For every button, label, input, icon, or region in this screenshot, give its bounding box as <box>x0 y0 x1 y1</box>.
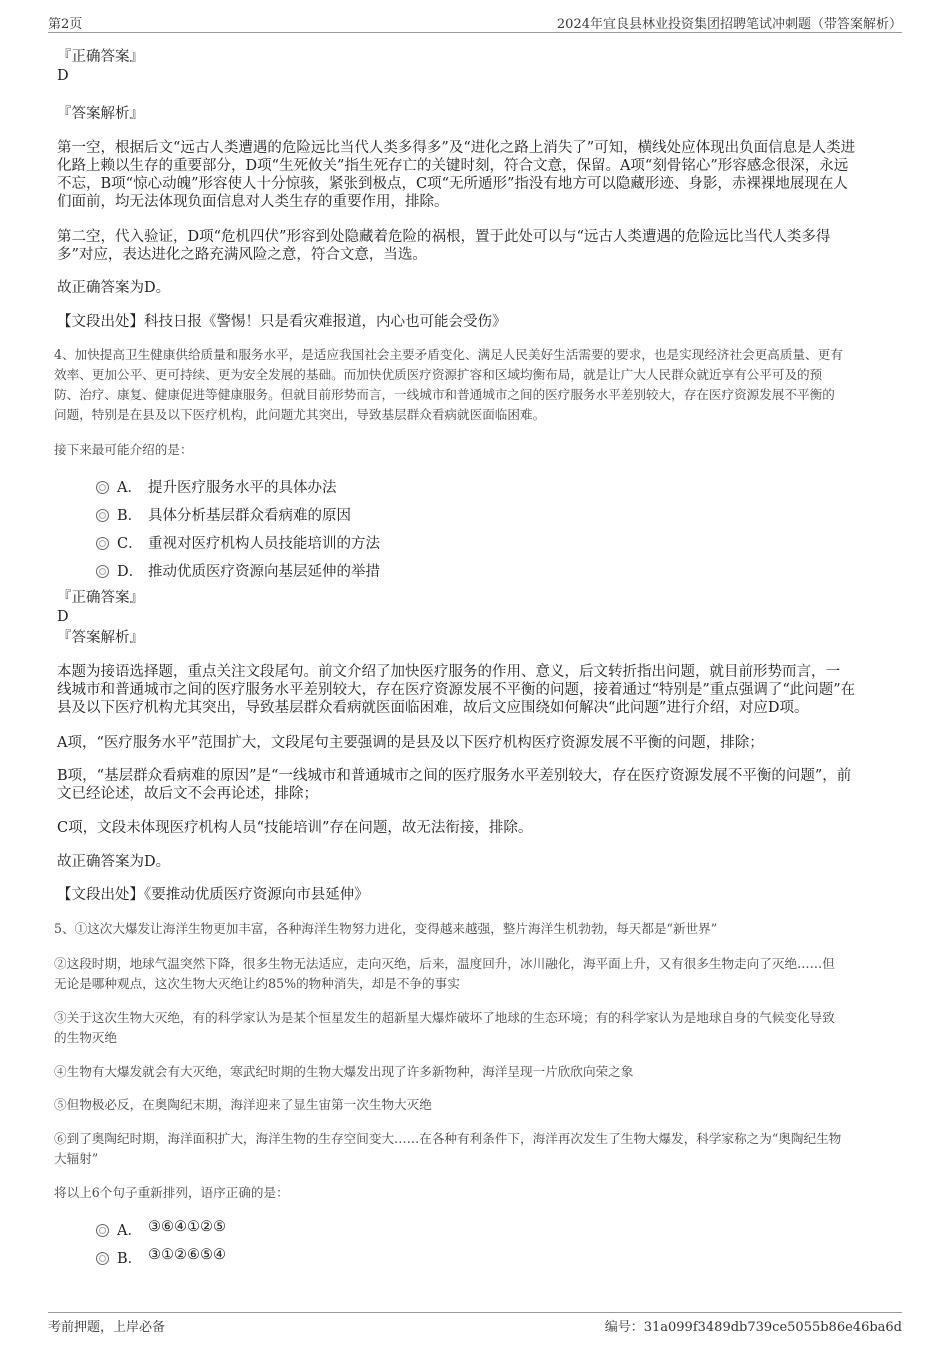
document-title: 2024年宜良县林业投资集团招聘笔试冲刺题（带答案解析） <box>556 17 902 32</box>
source-citation: 【文段出处】科技日报《警惕！只是看灾难报道，内心也可能会受伤》 <box>57 314 507 330</box>
sentence-3: ③关于这次生物大灭绝，有的科学家认为是某个恒星发生的超新星大爆炸破坏了地球的生态环境；有的科学家认为是地球自身的气候变化导致 <box>54 1010 835 1025</box>
sentence-2: 无论是哪种观点，这次生物大灭绝让约85%的物种消失，却是不争的事实 <box>54 976 460 991</box>
option-letter: A． <box>117 1223 142 1239</box>
answer-value: D <box>57 68 69 84</box>
option-text: 提升医疗服务水平的具体办法 <box>148 480 337 496</box>
option-text: 重视对医疗机构人员技能培训的方法 <box>148 536 380 552</box>
radio-icon[interactable] <box>96 509 109 522</box>
analysis-line: 文已经论述，故后文不会再论述，排除； <box>57 786 318 802</box>
sentence-1: 5、①这次大爆发让海洋生物更加丰富，各种海洋生物努力进化，变得越来越强，整片海洋生机勃勃，每天都是“新世界” <box>54 921 718 936</box>
page-number: 第2页 <box>48 17 83 32</box>
analysis-line: 第二空，代入验证，D项“危机四伏”形容到处隐藏着危险的祸根，置于此处可以与“远古人类遭遇的危险远比当代人类多得 <box>57 229 831 245</box>
question-stem-line: 防、治疗、康复、健康促进等健康服务。但就目前形势而言，一线城市和普通城市之间的医疗服务水平差别较大，存在医疗资源发展不平衡的 <box>54 387 835 402</box>
option-letter: D． <box>117 564 144 580</box>
analysis-line: 不忘，B项“惊心动魄”形容使人十分惊骇，紧张到极点，C项“无所遁形”指没有地方可以隐藏形迹、身影，赤裸裸地展现在人 <box>57 176 848 192</box>
question-prompt: 将以上6个句子重新排列，语序正确的是： <box>54 1185 289 1200</box>
sentence-2: ②这段时期，地球气温突然下降，很多生物无法适应，走向灭绝，后来，温度回升，冰川融化，海平面上升，又有很多生物走向了灭绝……但 <box>54 956 835 971</box>
option-text: 推动优质医疗资源向基层延伸的举措 <box>148 564 380 580</box>
answer-value: D <box>57 609 69 625</box>
sentence-3: 的生物灭绝 <box>54 1030 117 1045</box>
answer-label: 『正确答案』 <box>57 49 144 65</box>
analysis-line: A项，“医疗服务水平”范围扩大，文段尾句主要强调的是县及以下医疗机构医疗资源发展不平衡的问题，排除； <box>57 735 764 751</box>
analysis-line: C项，文段未体现医疗机构人员“技能培训”存在问题，故无法衔接，排除。 <box>57 820 533 836</box>
conclusion: 故正确答案为D。 <box>57 854 171 870</box>
radio-icon[interactable] <box>96 1252 109 1265</box>
source-citation: 【文段出处】《要推动优质医疗资源向市县延伸》 <box>57 887 369 903</box>
radio-icon[interactable] <box>96 537 109 550</box>
option-letter: C． <box>117 536 143 552</box>
radio-icon[interactable] <box>96 565 109 578</box>
analysis-line: 化路上赖以生存的重要部分，D项“生死攸关”指生死存亡的关键时刻，符合文意，保留。A项“刻骨铭心”形容感念很深，永远 <box>57 158 849 174</box>
analysis-label: 『答案解析』 <box>57 106 144 122</box>
page-header <box>48 12 902 33</box>
analysis-line: 们面前，均无法体现负面信息对人类生存的重要作用，排除。 <box>57 194 449 210</box>
analysis-line: 本题为接语选择题，重点关注文段尾句。前文介绍了加快医疗服务的作用、意义，后文转折指出问题，就目前形势而言，一 <box>57 664 840 680</box>
radio-icon[interactable] <box>96 1224 109 1237</box>
sentence-6: ⑥到了奥陶纪时期，海洋面积扩大，海洋生物的生存空间变大……在各种有利条件下，海洋再次发生了生物大爆发，科学家称之为“奥陶纪生物 <box>54 1131 842 1146</box>
answer-label: 『正确答案』 <box>57 590 144 606</box>
option-text: 具体分析基层群众看病难的原因 <box>148 508 351 524</box>
analysis-line: 线城市和普通城市之间的医疗服务水平差别较大，存在医疗资源发展不平衡的问题，接着通过“特别是”重点强调了“此问题”在 <box>57 682 856 698</box>
question-stem-line: 4、加快提高卫生健康供给质量和服务水平，是适应我国社会主要矛盾变化、满足人民美好生活需要的要求，也是实现经济社会更高质量、更有 <box>54 347 843 362</box>
option-text: ③①②⑥⑤④ <box>148 1247 226 1263</box>
conclusion: 故正确答案为D。 <box>57 280 171 296</box>
document-id: 编号：31a099f3489db739ce5055b86e46ba6d <box>604 1320 902 1335</box>
analysis-label: 『答案解析』 <box>57 630 144 646</box>
question-prompt: 接下来最可能介绍的是： <box>54 442 193 457</box>
sentence-6: 大辐射” <box>54 1151 99 1166</box>
option-letter: A． <box>117 480 142 496</box>
analysis-line: 第一空，根据后文“远古人类遭遇的危险远比当代人类多得多”及“进化之路上消失了”可知，横线处应体现出负面信息是人类进 <box>57 140 856 156</box>
sentence-5: ⑤但物极必反，在奥陶纪末期，海洋迎来了显生宙第一次生物大灭绝 <box>54 1097 432 1112</box>
footer-slogan: 考前押题，上岸必备 <box>48 1320 166 1335</box>
question-stem-line: 效率、更加公平、更可持续、更为安全发展的基础。而加快优质医疗资源扩容和区域均衡布局，就是让广大人民群众就近享有公平可及的预 <box>54 367 823 382</box>
option-text: ③⑥④①②⑤ <box>148 1219 226 1235</box>
analysis-line: B项，“基层群众看病难的原因”是“一线城市和普通城市之间的医疗服务水平差别较大，存在医疗资源发展不平衡的问题”，前 <box>57 768 852 784</box>
option-letter: B． <box>117 508 143 524</box>
question-stem-line: 问题，特别是在县及以下医疗机构，此问题尤其突出，导致基层群众看病就医面临困难。 <box>54 407 546 422</box>
analysis-line: 县及以下医疗机构尤其突出，导致基层群众看病就医面临困难，故后文应围绕如何解决“此问题”进行介绍，对应D项。 <box>57 700 809 716</box>
radio-icon[interactable] <box>96 481 109 494</box>
page-footer <box>48 1312 902 1335</box>
sentence-4: ④生物有大爆发就会有大灭绝，寒武纪时期的生物大爆发出现了许多新物种，海洋呈现一片欣欣向荣之象 <box>54 1064 634 1079</box>
option-letter: B． <box>117 1251 143 1267</box>
analysis-line: 多”对应，表达进化之路充满风险之意，符合文意，当选。 <box>57 247 427 263</box>
